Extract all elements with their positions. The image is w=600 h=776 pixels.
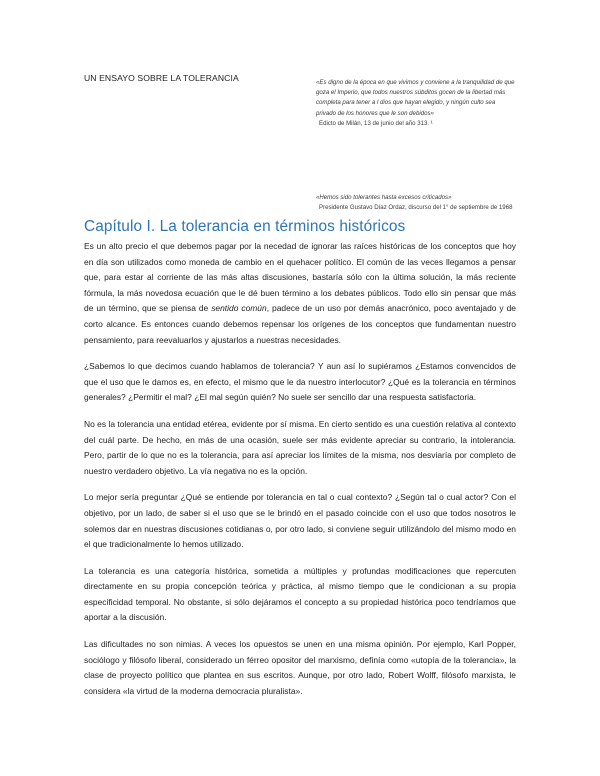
epigraph-quote: «Es digno de la época en que vivimos y conviene a la tranquilidad de que goza el Imperio, que todos nuestros súbditos gocen de la libertad más completa para tener a l dios que hayan elegido, y ningún culto sea privado de los honores que le son debidos» [316, 79, 515, 117]
epigraph-attribution: Presidente Gustavo Díaz Ordaz, discurso del 1° de septiembre de 1968 [319, 204, 513, 212]
paragraph: ¿Sabemos lo que decimos cuando hablamos de tolerancia? Y aun así lo supiéramos ¿Estamos convencidos de que el uso que le damos es, en efecto, el mismo que le da nuestro interlocutor? ¿Qué es la tolerancia en términos generales? ¿Permitir el mal? ¿El mal según quién? No suele ser sencillo dar una respuesta satisfactoria. [84, 361, 516, 403]
chapter-heading: Capítulo I. La tolerancia en términos históricos [84, 218, 406, 235]
paragraph: Las dificultades no son nimias. A veces los opuestos se unen en una misma opinión. Por ejemplo, Karl Popper, sociólogo y filósofo liberal, considerado un férreo opositor del marxismo, definía como «utopía de la tolerancia», la clase de proyecto político que plantea en sus escritos. Aunque, por otro lado, Robert Wolff, filósofo marxista, le considera «la virtud de la moderna democracia pluralista». [84, 639, 516, 696]
document-title: UN ENSAYO SOBRE LA TOLERANCIA [84, 73, 239, 83]
paragraph-text: Es un alto precio el que debemos pagar por la necedad de ignorar las raíces históricas de los conceptos que hoy en día son utilizados como moneda de cambio en el quehacer político. El común de las veces llegamos a pensar que, para estar al corriente de las más altas discusiones, bastaría sólo con la última solución, la más reciente fórmula, la más novedosa ecuación que le dé buen término a los debates públicos. Todo ello sin pensar que más de un término, que se piensa de [84, 241, 516, 314]
paragraph: Lo mejor sería preguntar ¿Qué se entiende por tolerancia en tal o cual contexto? ¿Según tal o cual actor? Con el objetivo, por un lado, de saber si el uso que se le brindó en el pasado coincide con el uso que todos nosotros le solemos dar en nuestras discusiones cotidianas o, por otro lado, si conviene seguir utilizándolo del mismo modo en el que tradicionalmente lo hemos utilizado. [84, 492, 516, 550]
epigraph-attribution: Edicto de Milán, 13 de junio del año 313. ¹ [319, 119, 433, 127]
epigraph-diaz-ordaz [316, 193, 516, 213]
paragraph [84, 239, 516, 348]
epigraph-milan [316, 78, 516, 129]
paragraph-text: , padece de un uso por demás anacrónico, poco aventajado y de corto alcance. Es entonces cuando debemos repensar los orígenes de los conceptos que fundamentan nuestro pensamiento, para reevaluarlos y ajustarlos a nuestras necesidades. [84, 303, 516, 345]
paragraph: No es la tolerancia una entidad etérea, evidente por sí misma. En cierto sentido es una cuestión relativa al contexto del cuál parte. De hecho, en más de una ocasión, suele ser más evidente apreciar su contrario, la intolerancia. Pero, partir de lo que no es la tolerancia, para así apreciar los límites de la misma, nos desviaría por completo de nuestro verdadero objetivo. La vía negativa no es la opción. [84, 418, 516, 476]
body-text [84, 239, 516, 710]
paragraph: La tolerancia es una categoría histórica, sometida a múltiples y profundas modificaciones que repercuten directamente en su propia concepción teórica y práctica, al mismo tiempo que le condicionan a su propia especificidad temporal. No obstante, si sólo dejáramos el concepto a su propiedad histórica poco tendríamos que aportar a la discusión. [84, 565, 516, 623]
epigraph-quote: «Hemos sido tolerantes hasta excesos criticados» [316, 194, 452, 201]
emphasis-text: sentido común [211, 303, 267, 314]
